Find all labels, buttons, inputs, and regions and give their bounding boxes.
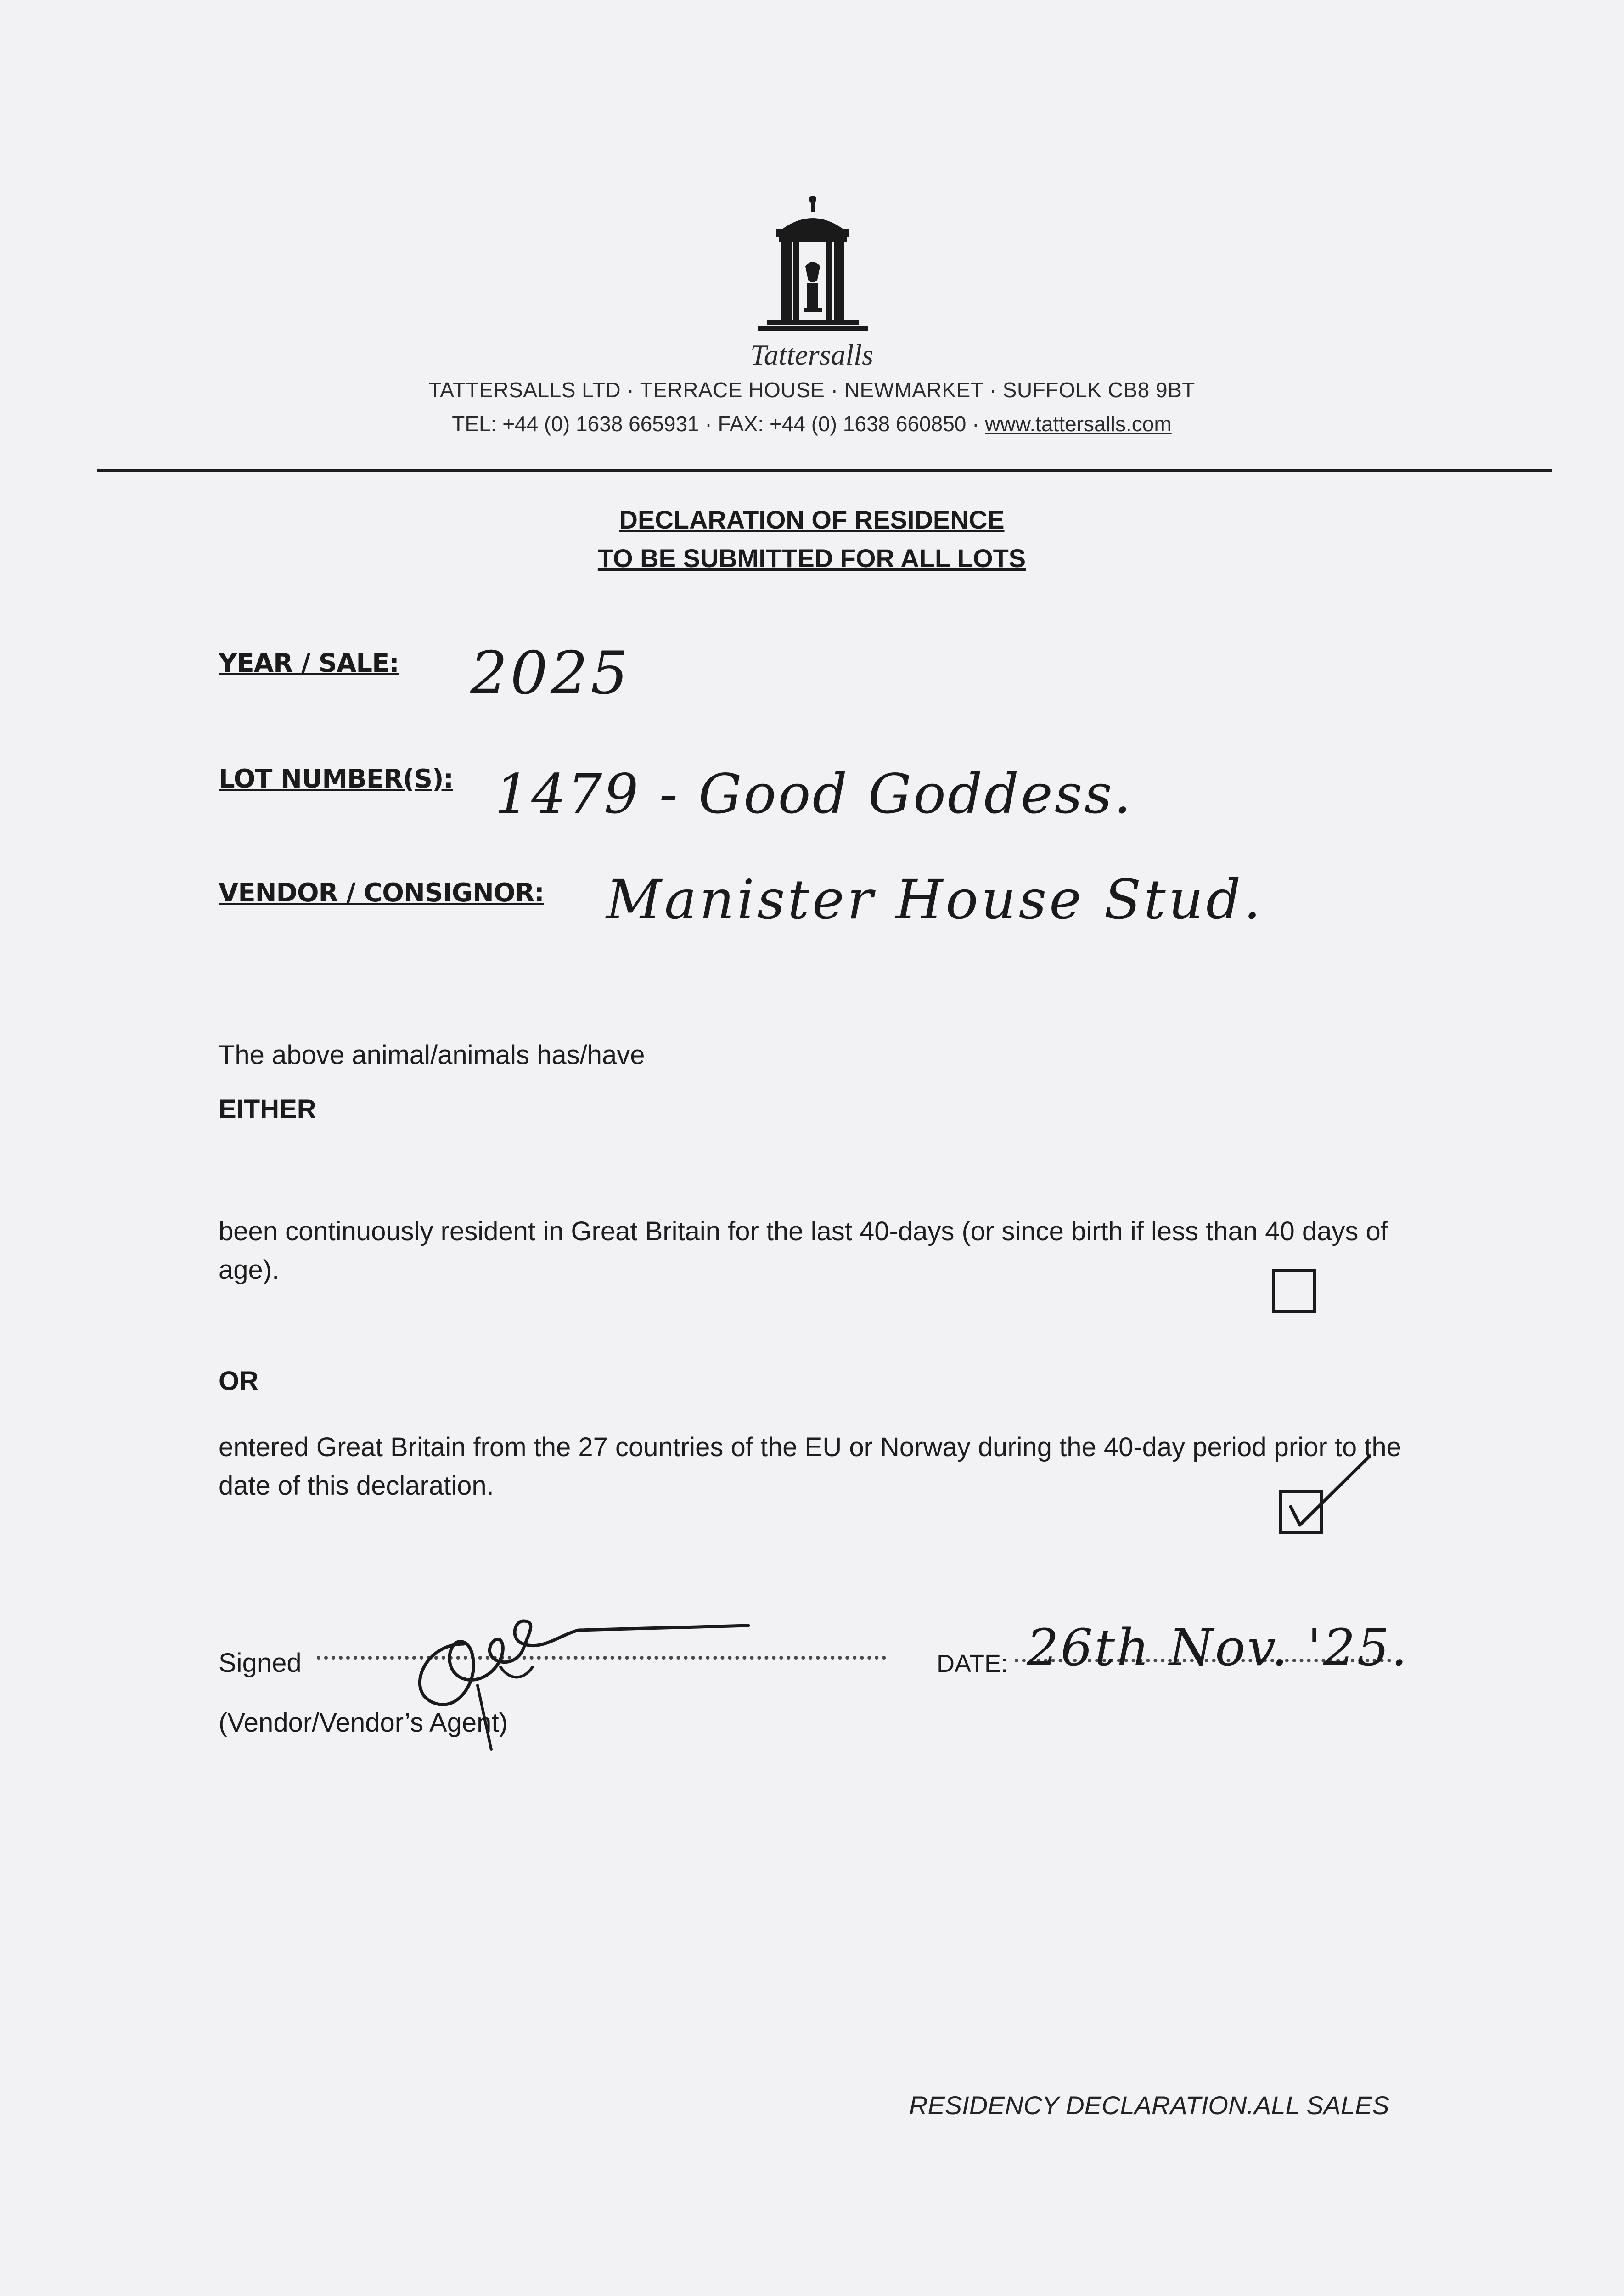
document-title [490,501,1133,578]
vendor-consignor-label: VENDOR / CONSIGNOR: [219,878,544,908]
company-address: TATTERSALLS LTD · TERRACE HOUSE · NEWMARKET · SUFFOLK CB8 9BT [428,378,1195,402]
or-label: OR [219,1366,258,1396]
title-line-1: DECLARATION OF RESIDENCE [619,505,1005,534]
website-link[interactable]: www.tattersalls.com [985,412,1172,436]
date-label: DATE: [937,1650,1008,1677]
footer-text: RESIDENCY DECLARATION.ALL SALES [909,2091,1389,2120]
brand-name: Tattersalls [750,338,873,371]
year-sale-value[interactable]: 2025 [470,639,631,708]
vendor-consignor-value[interactable]: Manister House Stud. [606,868,1264,931]
lot-number-value[interactable]: 1479 - Good Goddess. [495,762,1133,826]
option-resident-text: been continuously resident in Great Britain for the last 40-days (or since birth if less than 40 days of age). [219,1216,1388,1285]
contact-phone-fax: TEL: +44 (0) 1638 665931 · FAX: +44 (0) 1638 660850 · [452,412,985,436]
checkmark-icon [1278,1456,1370,1539]
either-label: EITHER [219,1094,316,1124]
date-value[interactable]: 26th Nov. '25. [1027,1618,1409,1677]
tattersalls-logo [748,193,877,340]
company-contact [307,411,1317,436]
option-resident-checkbox[interactable] [1272,1269,1316,1313]
option-entered-text: entered Great Britain from the 27 countries of the EU or Norway during the 40-day period prior to the date of this declaration. [219,1432,1401,1501]
title-line-2: TO BE SUBMITTED FOR ALL LOTS [597,544,1026,573]
year-sale-label: YEAR / SALE: [219,648,399,678]
lot-number-label: LOT NUMBER(S): [219,764,454,794]
option-entered-checkbox[interactable] [1279,1490,1323,1534]
header-divider [97,469,1552,472]
intro-text: The above animal/animals has/have [219,1040,645,1070]
vendor-agent-label: (Vendor/Vendor’s Agent) [219,1708,508,1738]
signed-label: Signed [219,1648,302,1678]
